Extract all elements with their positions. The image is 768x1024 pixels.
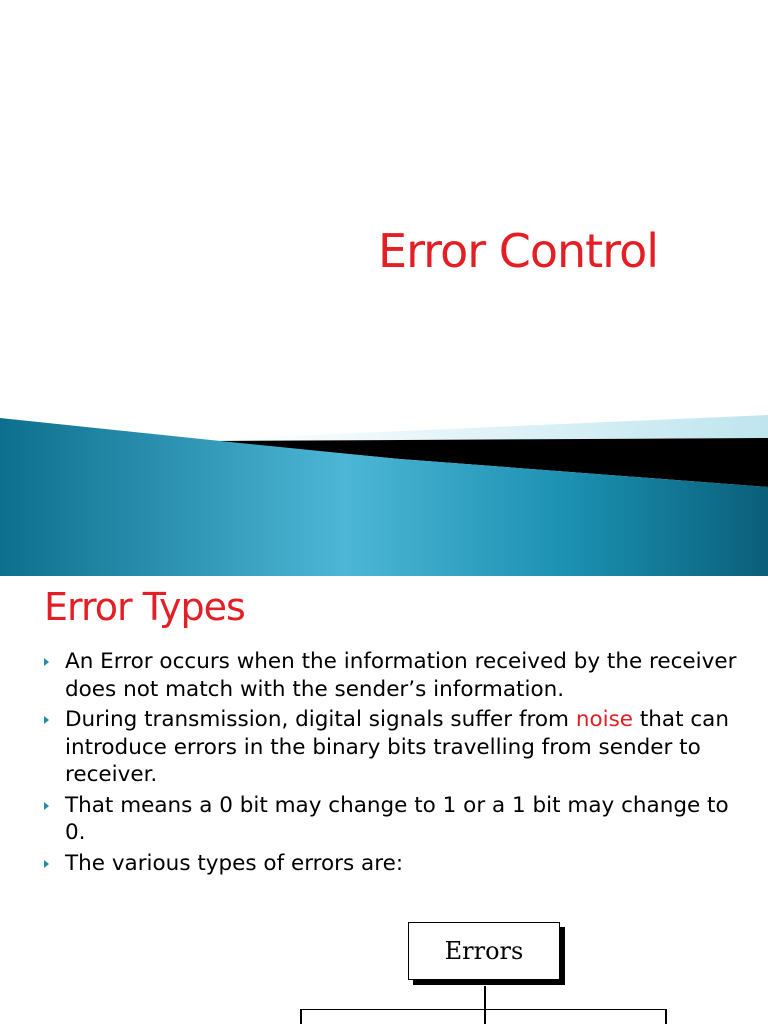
bullet-text: An Error occurs when the information received by the receiver does not match with the sender’s information. bbox=[65, 649, 737, 702]
list-item bbox=[44, 850, 744, 878]
errors-root-node: Errors bbox=[408, 922, 560, 980]
banner-pale-stripe bbox=[220, 415, 768, 441]
list-item bbox=[44, 792, 744, 847]
bullet-text-post: that can introduce errors in the binary bits travelling from sender to receiver. bbox=[65, 707, 729, 787]
slide-title: Error Control bbox=[378, 224, 659, 278]
triangle-bullet-icon bbox=[44, 716, 49, 724]
bullet-list bbox=[44, 648, 744, 880]
list-item bbox=[44, 648, 744, 703]
triangle-bullet-icon bbox=[44, 658, 49, 666]
slide-title: Error Types bbox=[44, 585, 245, 629]
bullet-text: The various types of errors are: bbox=[65, 850, 404, 876]
bullet-text-pre: During transmission, digital signals suffer from bbox=[65, 707, 576, 732]
tree-branch-right bbox=[665, 1009, 667, 1024]
bullet-text: That means a 0 bit may change to 1 or a 1 bit may change to 0. bbox=[65, 792, 729, 845]
triangle-bullet-icon bbox=[44, 802, 49, 810]
tree-branch-left bbox=[300, 1009, 302, 1024]
content-slide bbox=[0, 576, 768, 1024]
list-item bbox=[44, 706, 744, 789]
tree-branch-bar bbox=[300, 1009, 666, 1010]
decorative-banner bbox=[0, 410, 768, 576]
tree-connector bbox=[484, 986, 486, 1024]
highlight-noise: noise bbox=[575, 707, 634, 732]
triangle-bullet-icon bbox=[44, 860, 49, 868]
